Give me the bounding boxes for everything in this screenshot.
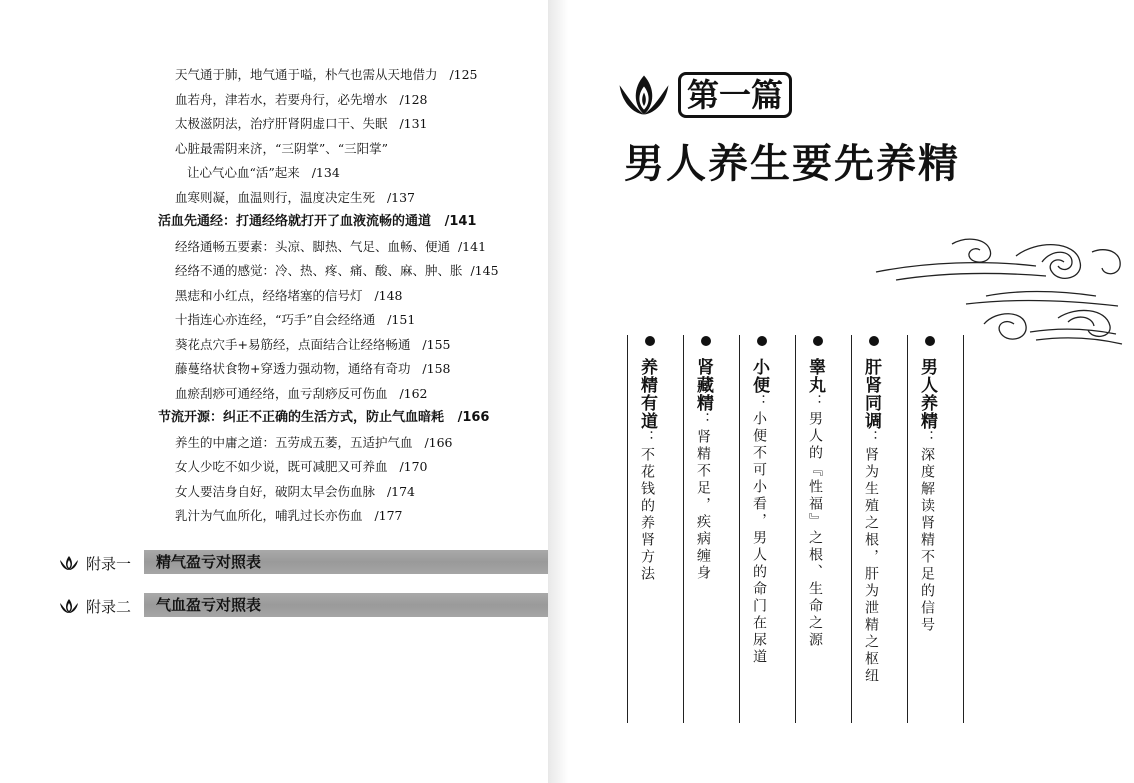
chapter-column	[797, 336, 853, 726]
appendix-row	[58, 550, 262, 576]
chapter-subtitle: ：小便不可小看，男人的命门在尿道	[751, 394, 767, 666]
toc-entry: 让心气心血“活”起来 /134	[187, 165, 340, 180]
lotus-icon	[616, 73, 672, 117]
column-rule	[627, 335, 628, 723]
part-label: 第一篇	[678, 72, 792, 118]
toc-entry: 天气通于肺，地气通于嗌，朴气也需从天地借力 /125	[175, 67, 478, 82]
left-page	[0, 0, 548, 783]
chapter-column	[741, 336, 797, 726]
appendix-label: 附录二	[86, 597, 132, 616]
toc-entry: 藤蔓络状食物+穿透力强动物，通络有奇功 /158	[175, 361, 451, 376]
chapter-heading: 肝肾同调	[861, 358, 881, 430]
part-header	[616, 72, 792, 118]
chapter-column	[685, 336, 741, 726]
lotus-icon	[58, 554, 80, 572]
bullet-dot	[813, 336, 823, 346]
bullet-dot	[757, 336, 767, 346]
right-page	[568, 0, 1134, 783]
appendix-label: 附录一	[86, 554, 132, 573]
chapter-subtitle: ：不花钱的养肾方法	[639, 430, 655, 583]
toc-entry: 乳汁为气血所化，哺乳过长亦伤血 /177	[175, 508, 403, 523]
appendix-title: 精气盈亏对照表	[144, 550, 566, 574]
bullet-dot	[869, 336, 879, 346]
lotus-icon	[58, 597, 80, 615]
chapter-subtitle: ：深度解读肾精不足的信号	[919, 430, 935, 634]
part-title: 男人养生要先养精	[624, 141, 960, 187]
toc-entry: 养生的中庸之道：五劳成五萎，五适护气血 /166	[175, 435, 453, 450]
chapter-heading: 肾藏精	[693, 358, 713, 412]
chapter-subtitle: ：肾为生殖之根，肝为泄精之枢纽	[863, 430, 879, 685]
toc-section: 活血先通经：打通经络就打开了血液流畅的通道 /141	[158, 214, 477, 229]
toc-entry: 心脏最需阴来济，“三阴掌”、“三阳掌”	[175, 141, 389, 156]
chapter-column	[853, 336, 909, 726]
appendix-title: 气血盈亏对照表	[144, 593, 566, 617]
chapter-heading: 养精有道	[637, 358, 657, 430]
chapter-heading: 男人养精	[917, 358, 937, 430]
toc-entry: 血若舟，津若水，若要舟行，必先增水 /128	[175, 92, 428, 107]
toc-entry: 经络通畅五要素：头凉、脚热、气足、血畅、便通 /141	[175, 239, 487, 254]
toc-entry: 血瘀刮痧可通经络，血亏刮痧反可伤血 /162	[175, 386, 428, 401]
toc-entry: 十指连心亦连经，“巧手”自会经络通 /151	[175, 312, 416, 327]
chapter-heading: 小便	[749, 358, 769, 394]
bullet-dot	[645, 336, 655, 346]
page-gutter	[548, 0, 568, 783]
toc-entry: 太极滋阴法，治疗肝肾阴虚口干、失眠 /131	[175, 116, 428, 131]
toc-section: 节流开源：纠正不正确的生活方式，防止气血暗耗 /166	[158, 410, 490, 425]
toc-entry: 葵花点穴手+易筋经，点面结合让经络畅通 /155	[175, 337, 451, 352]
bullet-dot	[925, 336, 935, 346]
bullet-dot	[701, 336, 711, 346]
chapter-subtitle: ：男人的『性福』之根、生命之源	[807, 394, 823, 649]
chapter-heading: 睾丸	[805, 358, 825, 394]
toc-entry: 黑痣和小红点，经络堵塞的信号灯 /148	[175, 288, 403, 303]
chapter-column	[629, 336, 685, 726]
chapter-subtitle: ：肾精不足，疾病缠身	[695, 412, 711, 582]
toc-entry: 经络不通的感觉：冷、热、疼、痛、酸、麻、肿、胀 /145	[175, 263, 499, 278]
toc-entry: 血寒则凝，血温则行，温度决定生死 /137	[175, 190, 416, 205]
toc-entry: 女人少吃不如少说，既可减肥又可养血 /170	[175, 459, 428, 474]
toc-entry: 女人要洁身自好，破阴太早会伤血脉 /174	[175, 484, 416, 499]
appendix-row	[58, 593, 262, 619]
chapter-column	[909, 336, 965, 726]
